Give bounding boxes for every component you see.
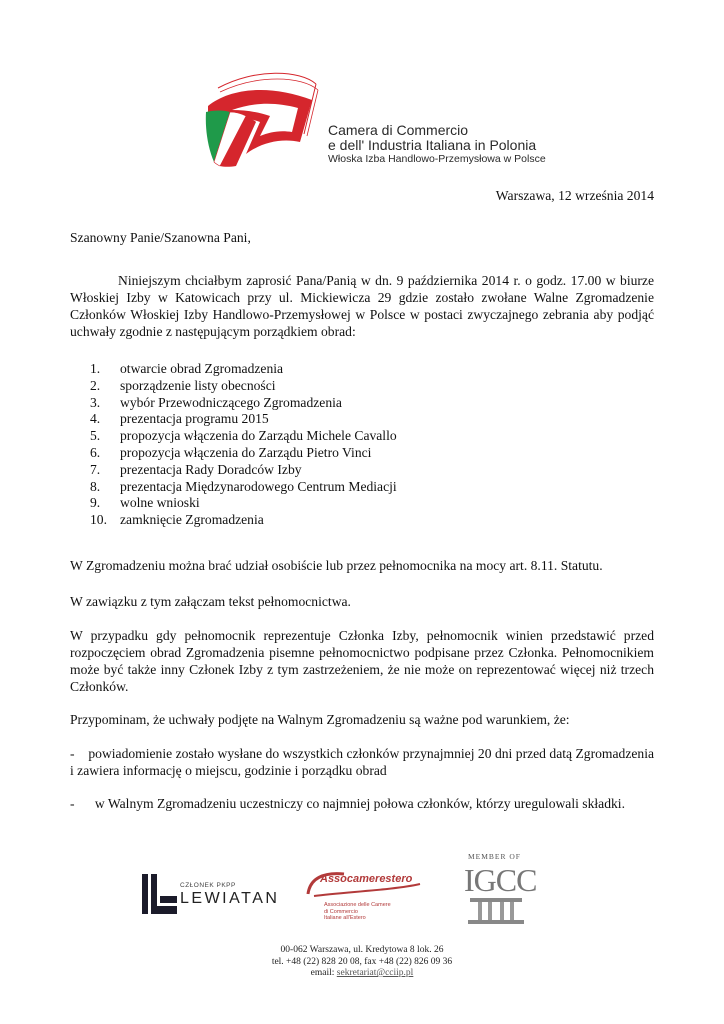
footer-address: 00-062 Warszawa, ul. Kredytowa 8 lok. 26: [280, 945, 444, 955]
condition-1: [70, 745, 654, 779]
agenda-item: [70, 462, 470, 479]
agenda-item: [70, 378, 470, 395]
attachment-paragraph: W zawiązku z tym załączam tekst pełnomocnictwa.: [70, 594, 351, 609]
agenda-item-text: otwarcie obrad Zgromadzenia: [120, 361, 284, 376]
agenda-item: [70, 495, 470, 512]
agenda-item-text: propozycja włączenia do Zarządu Michele Cavallo: [120, 428, 397, 444]
agenda-item: [70, 411, 470, 428]
agenda-item-text: prezentacja Międzynarodowego Centrum Mediacji: [120, 478, 397, 494]
agenda-item-number: 9.: [90, 495, 101, 511]
agenda-item: [70, 361, 470, 378]
condition-2-text: w Walnym Zgromadzeniu uczestniczy co najmniej połowa członków, którzy uregulowali składki.: [94, 796, 625, 811]
condition-2-dash: -: [70, 796, 75, 811]
agenda-item: [70, 395, 470, 412]
lewiatan-mark-icon: [140, 872, 180, 916]
agenda-item-number: 8.: [90, 478, 101, 494]
footer-email-link[interactable]: sekretariat@cciip.pl: [336, 968, 414, 978]
agenda-item-text: wolne wnioski: [120, 495, 200, 511]
assoc-sub-line2: di Commercio: [324, 908, 358, 915]
agenda-item-number: 4.: [90, 411, 101, 427]
lewiatan-small-label: CZŁONEK PKPP: [180, 882, 236, 889]
condition-1-text: powiadomienie zostało wysłane do wszystkich członków przynajmniej 20 dni przed datą Zgromadzenia i zawiera informację o miejscu, godzinie i porządku obrad: [70, 746, 655, 778]
intro-paragraph: [70, 272, 654, 340]
agenda-item-text: zamknięcie Zgromadzenia: [120, 512, 264, 528]
org-name-line1: Camera di Commercio: [328, 122, 469, 138]
footer-phones: tel. +48 (22) 828 20 08, fax +48 (22) 826 09 36: [271, 956, 453, 967]
agenda-item-text: sporządzenie listy obecności: [120, 377, 276, 393]
letter-greeting: Szanowny Panie/Szanowna Pani,: [70, 230, 251, 245]
participation-paragraph: W Zgromadzeniu można brać udział osobiście lub przez pełnomocnika na mocy art. 8.11. Statutu.: [70, 558, 603, 573]
org-name-line2: e dell' Industria Italiana in Polonia: [328, 137, 537, 153]
agenda-item: [70, 512, 470, 529]
agenda-item-number: 6.: [90, 444, 101, 460]
lewiatan-name: LEWIATAN: [180, 890, 280, 907]
agenda-item-number: 5.: [90, 428, 101, 444]
condition-1-dash: -: [70, 746, 75, 761]
agenda-item-text: wybór Przewodniczącego Zgromadzenia: [120, 394, 342, 410]
agenda-item-text: prezentacja programu 2015: [120, 411, 269, 427]
condition-2: [70, 795, 654, 812]
agenda-item-number: 2.: [90, 377, 101, 393]
agenda-item-number: 10.: [90, 512, 107, 528]
proxy-paragraph: W przypadku gdy pełnomocnik reprezentuje Członka Izby, pełnomocnik winien przedstawić przed rozpoczęciem obrad Zgromadzenia pisemne pełnomocnictwo podpisane przez Członka. Pełnomocnikiem może być także inny Członek Izby z tym zastrzeżeniem, że nie może on reprezentować więcej niż trzech Członków.: [70, 628, 654, 694]
agenda-list: [70, 361, 470, 529]
intro-text: Niniejszym chciałbym zaprosić Pana/Panią w dn. 9 października 2014 r. o godz. 17.00 w biurze Włoskiej Izby w Katowicach przy ul. Mickiewicza 29 gdzie zostało zwołane Walne Zgromadzenie Członków Włoskiej Izby Handlowo-Przemysłowej w Polsce w postaci zwyczajnego zebrania aby podjąć uchwały zgodnie z następującym porządkiem obrad:: [70, 273, 654, 339]
agenda-item-text: propozycja włączenia do Zarządu Pietro Vinci: [120, 444, 372, 460]
igcc-column-icon: [466, 896, 526, 926]
footer-email-label: email:: [310, 968, 335, 978]
agenda-item: [70, 428, 470, 445]
reminder-paragraph: Przypominam, że uchwały podjęte na Walnym Zgromadzeniu są ważne pod warunkiem, że:: [70, 712, 570, 727]
agenda-item: [70, 445, 470, 462]
assocamerestero-title: Assocamerestero: [320, 873, 413, 885]
org-name-line3: Włoska Izba Handlowo-Przemysłowa w Polsce: [328, 153, 546, 165]
assoc-sub-line1: Associazione delle Camere: [324, 902, 391, 908]
agenda-item: [70, 479, 470, 496]
agenda-item-number: 1.: [90, 361, 101, 376]
agenda-item-number: 3.: [90, 394, 101, 410]
footer-email-row: [0, 968, 724, 980]
assocamerestero-logo: [304, 868, 424, 930]
assoc-sub-line3: Italiane all'Estero: [324, 915, 366, 921]
chamber-logo: [200, 70, 325, 170]
assocamerestero-subtitle: [324, 902, 391, 922]
letter-date: Warszawa, 12 września 2014: [495, 188, 654, 203]
member-of-label: MEMBER OF: [468, 852, 521, 861]
igcc-letters: IGCC: [464, 862, 537, 898]
agenda-item-number: 7.: [90, 461, 101, 477]
agenda-item-text: prezentacja Rady Doradców Izby: [120, 461, 302, 477]
lewiatan-logo: [140, 872, 280, 918]
footer: [0, 945, 724, 980]
chamber-logo-icon: [200, 70, 325, 170]
igcc-logo: [462, 852, 537, 927]
